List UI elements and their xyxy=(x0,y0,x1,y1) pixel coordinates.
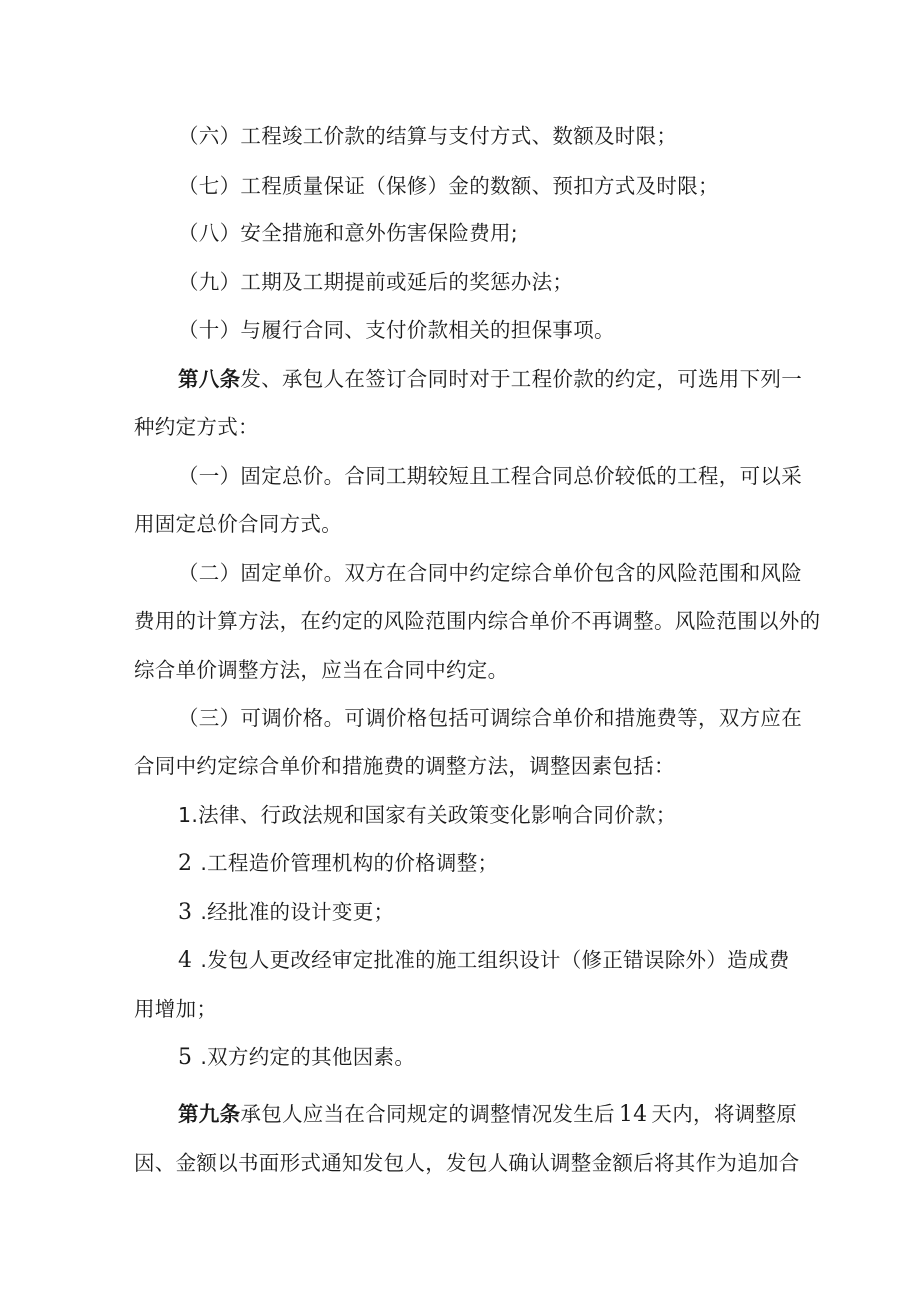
article-9-text-b: 天内，将调整原 xyxy=(651,1102,798,1126)
factor-4-line-2: 用增加； xyxy=(134,997,218,1021)
option-1-line-1: （一）固定总价。合同工期较短且工程合同总价较低的工程，可以采 xyxy=(178,464,802,488)
article-8-line-1 xyxy=(178,365,802,393)
option-3-line-2: 合同中约定综合单价和措施费的调整方法，调整因素包括： xyxy=(134,754,675,778)
factor-3-text: .经批准的设计变更； xyxy=(200,900,395,924)
article-8-line-2: 种约定方式： xyxy=(134,415,259,439)
factor-4-text: .发包人更改经审定批准的施工组织设计（修正错误除外）造成费 xyxy=(200,948,790,972)
factor-1: 1.法律、行政法规和国家有关政策变化影响合同价款； xyxy=(178,803,677,827)
factor-4-line-1 xyxy=(178,946,790,975)
factor-2-number: 2 xyxy=(178,851,193,876)
article-9-days: 14 xyxy=(618,1102,648,1127)
option-2-line-2: 费用的计算方法，在约定的风险范围内综合单价不再调整。风险范围以外的 xyxy=(134,609,821,633)
list-item-9: （九）工期及工期提前或延后的奖惩办法； xyxy=(178,270,574,294)
factor-2 xyxy=(178,849,498,878)
factor-4-number: 4 xyxy=(178,948,193,973)
factor-5 xyxy=(178,1043,415,1072)
factor-3-number: 3 xyxy=(178,900,193,925)
option-2-line-3: 综合单价调整方法，应当在合同中约定。 xyxy=(134,658,509,682)
list-item-10: （十）与履行合同、支付价款相关的担保事项。 xyxy=(178,318,615,342)
factor-5-text: .双方约定的其他因素。 xyxy=(200,1045,416,1069)
article-8-text: 发、承包人在签订合同时对于工程价款的约定，可选用下列一 xyxy=(240,367,803,391)
article-9-heading: 第九条 xyxy=(178,1102,241,1126)
factor-3 xyxy=(178,898,394,927)
option-1-line-2: 用固定总价合同方式。 xyxy=(134,512,342,536)
list-item-8: （八）安全措施和意外伤害保险费用; xyxy=(178,221,519,245)
list-item-7: （七）工程质量保证（保修）金的数额、预扣方式及时限； xyxy=(178,174,719,198)
article-9-line-1 xyxy=(178,1100,797,1129)
list-item-6: （六）工程竣工价款的结算与支付方式、数额及时限； xyxy=(178,124,678,148)
option-3-line-1: （三）可调价格。可调价格包括可调综合单价和措施费等，双方应在 xyxy=(178,706,802,730)
article-9-text-a: 承包人应当在合同规定的调整情况发生后 xyxy=(240,1102,615,1126)
article-9-line-2: 因、金额以书面形式通知发包人，发包人确认调整金额后将其作为追加合 xyxy=(134,1151,800,1175)
article-8-heading: 第八条 xyxy=(178,367,241,391)
option-2-line-1: （二）固定单价。双方在合同中约定综合单价包含的风险范围和风险 xyxy=(178,561,802,585)
factor-5-number: 5 xyxy=(178,1045,193,1070)
factor-2-text: .工程造价管理机构的价格调整； xyxy=(200,851,499,875)
